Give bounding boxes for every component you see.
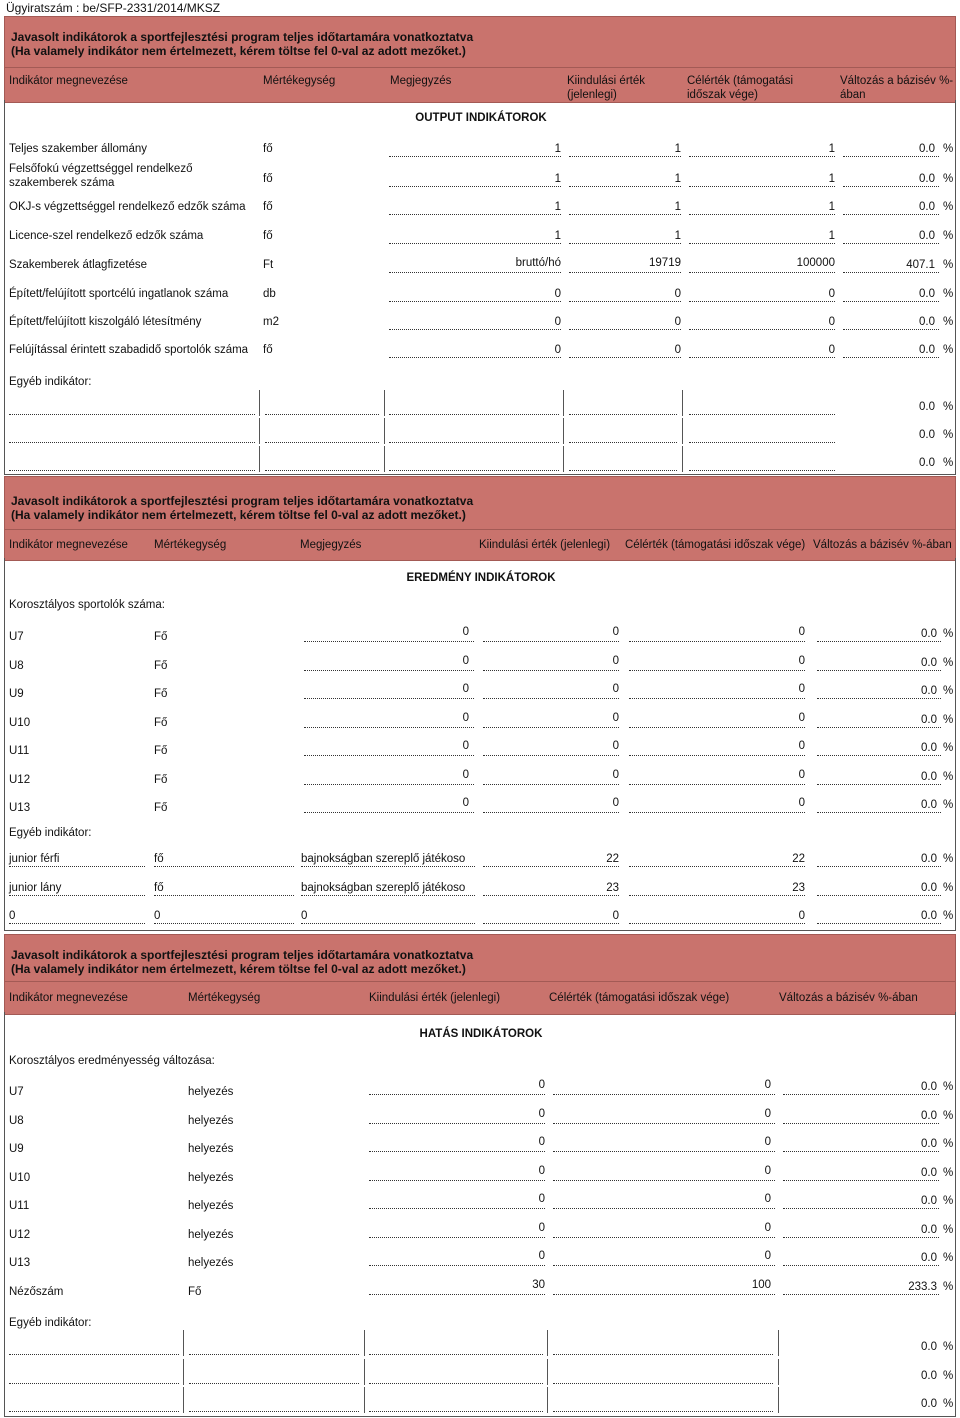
change-value: 0.0 [921,1223,937,1236]
start-field [569,400,677,415]
change-value: 0.0 [919,288,935,300]
banner-line-1: Javasolt indikátorok a sportfejlesztési program teljes időtartamára vonatkoztatva [11,494,474,508]
target-value: 1 [674,143,681,155]
table-row [5,163,955,196]
value-c: 0 [798,740,805,752]
target-value: 0 [674,344,681,356]
other-indicator-label: Egyéb indikátor: [9,376,92,388]
unit-value: fő [263,344,273,356]
note-value: bajnokságban szereplő játékoso [301,853,466,865]
value-c: 0 [798,683,805,695]
percent-sign: % [943,1195,954,1207]
percent-sign: % [943,230,954,242]
name-field [9,428,255,443]
start-value: 19719 [649,257,681,269]
group-label: Korosztályos eredményesség változása: [9,1055,215,1067]
unit-value: helyezés [188,1171,234,1184]
unit-value: Fő [154,659,168,672]
indicator-name: Épített/felújított kiszolgáló létesítmény [9,316,202,328]
other-indicator-label: Egyéb indikátor: [9,827,92,839]
percent-sign: % [943,1223,954,1236]
indicator-name: 0 [9,910,16,922]
percent-sign: % [943,344,954,356]
unit-value: helyezés [188,1200,234,1212]
indicator-name: U13 [9,1257,31,1269]
percent-sign: % [943,457,954,469]
col-unit-header: Mértékegység [154,539,227,551]
col-change-header: Változás a bázisév %-ában [779,992,918,1004]
unit-value: 0 [154,910,161,922]
target-value: 0 [764,1193,771,1205]
percent-sign: % [943,429,954,441]
target-field [553,1340,773,1355]
start-value: 0 [554,316,561,328]
unit-field [154,881,294,896]
target-value: 0 [764,1221,771,1234]
unit-field [154,852,294,867]
col-name-header: Indikátor megnevezése [9,75,128,87]
percent-sign: % [943,288,954,300]
section-title: EREDMÉNY INDIKÁTOROK [406,572,556,584]
indicator-name: Felsőfokú végzettséggel rendelkező szakemberek száma [9,163,193,189]
unit-field [154,909,294,924]
target-value: 0 [764,1107,771,1120]
base-value: 1 [828,143,835,155]
percent-sign: % [943,1138,954,1150]
unit-field [265,400,379,415]
change-value: 0.0 [919,344,935,356]
col-target-header: Célérték (támogatási időszak vége) [625,539,806,551]
table-row [5,1080,955,1108]
change-value: 0.0 [919,401,935,413]
banner-line-2: (Ha valamely indikátor nem értelmezett, kérem töltse fel 0-val az adott mezőket.) [11,962,466,976]
value-b: 0 [612,711,619,724]
note-value: bajnokságban szereplő játékoso [301,881,466,894]
start-value: 0 [554,288,561,300]
value-c: 0 [798,768,805,781]
col-change-header: Változás a bázisév %-ában [813,539,952,551]
target-field [689,400,835,415]
case-number: Ügyiratszám : be/SFP-2331/2014/MKSZ [6,1,221,15]
value-c: 0 [798,626,805,638]
col-start-header: Kiindulási érték (jelenlegi) [479,539,611,551]
indicator-name: U10 [9,1171,31,1184]
indicator-name: U8 [9,1114,24,1127]
indicator-name: U11 [9,745,30,757]
unit-value: fő [154,853,164,865]
percent-sign: % [943,143,954,155]
unit-field [265,428,379,443]
change-value: 0.0 [921,881,937,894]
table-row [5,1251,955,1279]
unit-value: Ft [263,259,274,271]
start-value: 0 [538,1107,545,1120]
column-header-row [4,68,956,103]
table-row [5,1137,955,1165]
name-field [9,1369,179,1384]
change-value: 0.0 [919,201,935,213]
target-value: 0 [764,1250,771,1262]
percent-sign: % [943,799,954,811]
target-value: 23 [792,881,805,894]
unit-value: Fő [154,802,168,814]
target-value: 0 [674,316,681,328]
indicator-name: U7 [9,631,24,643]
col-name-header: Indikátor megnevezése [9,539,128,551]
value-a: 0 [462,740,469,752]
percent-sign: % [943,1280,954,1293]
note-field [301,909,475,924]
name-field [9,909,145,924]
value-b: 0 [612,654,619,667]
percent-sign: % [943,881,954,894]
note-value: 0 [301,910,308,922]
change-value: 0.0 [921,910,937,922]
percent-sign: % [943,628,954,640]
start-value: 1 [554,173,561,185]
indicator-name: OKJ-s végzettséggel rendelkező edzők száma [9,201,246,213]
unit-value: helyezés [188,1143,234,1155]
table-row [5,656,955,684]
change-value: 0.0 [921,628,937,640]
target-field [689,456,835,471]
target-value: 100 [751,1278,771,1291]
change-value: 0.0 [921,656,937,669]
table-row [5,446,955,474]
start-value: 1 [554,143,561,155]
unit-value: helyezés [188,1228,234,1241]
table-row [5,200,955,228]
col-unit-header: Mértékegység [188,992,261,1004]
group-label: Korosztályos sportolók száma: [9,599,165,611]
table-row [5,343,955,371]
unit-value: fő [154,881,164,894]
unit-value: Fő [154,773,168,786]
table-row [5,852,955,880]
change-value: 0.0 [921,1252,937,1264]
start-value: 0 [554,344,561,356]
unit-value: helyezés [188,1114,234,1127]
table-row [5,418,955,446]
start-value: 1 [554,230,561,242]
change-value: 0.0 [921,713,937,726]
name-field [9,456,255,471]
base-value: 1 [828,173,835,185]
value-b: 0 [612,740,619,752]
change-value: 0.0 [921,770,937,783]
col-note-header: Megjegyzés [390,75,452,87]
change-value: 0.0 [921,685,937,697]
output-table [4,100,956,475]
target-field [689,428,835,443]
output-section [4,16,956,469]
target-field [553,1369,773,1384]
change-value: 0.0 [921,742,937,754]
unit-value: fő [263,173,273,185]
table-row [5,1223,955,1251]
indicator-name: U12 [9,773,31,786]
start-field [369,1397,543,1412]
note-field [389,428,559,443]
percent-sign: % [943,1341,954,1353]
percent-sign: % [943,1081,954,1093]
col-start-header: Kiindulási érték (jelenlegi) [567,75,645,101]
other-indicator-label: Egyéb indikátor: [9,1317,92,1329]
change-value: 0.0 [921,1195,937,1207]
indicator-name: Nézőszám [9,1285,64,1298]
result-section [4,476,956,922]
value-b: 0 [612,768,619,781]
percent-sign: % [943,770,954,783]
value-a: 0 [462,683,469,695]
col-start-header: Kiindulási érték (jelenlegi) [369,992,501,1004]
target-value: 0 [674,288,681,300]
target-value: 1 [674,201,681,213]
table-row [5,1194,955,1222]
percent-sign: % [943,1398,954,1410]
indicator-name: Teljes szakember állomány [9,143,148,155]
impact-section [4,934,956,1410]
col-target-header: Célérték (támogatási időszak vége) [549,992,730,1004]
table-row [5,287,955,315]
unit-value: fő [263,143,273,155]
name-field [9,1397,179,1412]
unit-value: Fő [154,688,168,700]
start-value: 0 [612,910,619,922]
value-c: 0 [798,797,805,809]
indicator-name: junior lány [9,881,62,894]
indicator-name: U7 [9,1086,24,1098]
unit-field [189,1340,359,1355]
target-value: 1 [674,173,681,185]
unit-value: fő [263,201,273,213]
change-value: 0.0 [921,853,937,865]
start-field [569,456,677,471]
banner-line-2: (Ha valamely indikátor nem értelmezett, kérem töltse fel 0-val az adott mezőket.) [11,44,466,58]
table-row [5,741,955,769]
note-value: bruttó/hó [515,257,561,269]
change-value: 0.0 [919,230,935,242]
percent-sign: % [943,656,954,669]
start-value: 30 [532,1278,545,1291]
change-value: 0.0 [921,1166,937,1179]
note-field [389,400,559,415]
target-value: 0 [764,1164,771,1177]
value-a: 0 [462,711,469,724]
table-row [5,229,955,257]
percent-sign: % [943,259,954,271]
unit-value: Fő [188,1285,202,1298]
column-header-row [4,982,956,1015]
table-row [5,798,955,826]
change-value: 0.0 [921,1398,937,1410]
unit-value: db [263,288,276,300]
section-banner [4,476,956,530]
table-row [5,390,955,418]
indicator-name: U13 [9,802,31,814]
section-banner [4,16,956,68]
target-value: 0 [798,910,805,922]
start-field [369,1369,543,1384]
table-row [5,1387,955,1415]
name-field [9,1340,179,1355]
change-value: 0.0 [921,799,937,811]
change-value: 233.3 [908,1280,937,1293]
indicator-name: Épített/felújított sportcélú ingatlanok száma [9,288,229,300]
change-value: 0.0 [921,1138,937,1150]
change-value: 0.0 [921,1369,937,1382]
base-value: 0 [828,316,835,328]
start-value: 1 [554,201,561,213]
base-value: 0 [828,344,835,356]
col-note-header: Megjegyzés [300,539,362,551]
percent-sign: % [943,853,954,865]
change-value: 0.0 [921,1081,937,1093]
section-title: HATÁS INDIKÁTOROK [419,1028,543,1040]
change-value: 0.0 [919,457,935,469]
change-value: 0.0 [919,316,935,328]
indicator-name: U9 [9,688,24,700]
percent-sign: % [943,910,954,922]
indicator-name: junior férfi [9,853,60,865]
change-value: 0.0 [919,173,935,185]
section-banner [4,934,956,982]
start-value: 0 [538,1221,545,1234]
indicator-name: U11 [9,1200,30,1212]
start-value: 0 [538,1136,545,1148]
start-value: 22 [606,853,619,865]
table-row [5,684,955,712]
indicator-name: Szakemberek átlagfizetése [9,259,148,271]
table-row [5,1280,955,1308]
indicator-name: U8 [9,659,24,672]
column-header-row [4,530,956,561]
indicator-name: Felújítással érintett szabadidő sportolók száma [9,344,249,356]
target-field [553,1397,773,1412]
percent-sign: % [943,685,954,697]
unit-value: helyezés [188,1257,234,1269]
unit-field [265,456,379,471]
table-row [5,1166,955,1194]
change-value: 0.0 [919,429,935,441]
value-a: 0 [462,797,469,809]
section-title: OUTPUT INDIKÁTOROK [415,112,547,124]
indicator-name: U12 [9,1228,31,1241]
percent-sign: % [943,1109,954,1122]
percent-sign: % [943,316,954,328]
name-field [9,400,255,415]
start-field [369,1340,543,1355]
target-value: 22 [792,853,805,865]
value-c: 0 [798,654,805,667]
table-row [5,770,955,798]
table-row [5,1109,955,1137]
change-value: 407.1 [906,259,935,271]
result-table [4,558,956,931]
percent-sign: % [943,173,954,185]
table-row [5,909,955,937]
value-b: 0 [612,683,619,695]
target-value: 100000 [796,257,835,269]
value-c: 0 [798,711,805,724]
col-unit-header: Mértékegység [263,75,336,87]
col-name-header: Indikátor megnevezése [9,992,128,1004]
percent-sign: % [943,1252,954,1264]
base-value: 0 [828,288,835,300]
change-value: 0.0 [919,143,935,155]
banner-line-2: (Ha valamely indikátor nem értelmezett, kérem töltse fel 0-val az adott mezőket.) [11,508,466,522]
value-b: 0 [612,626,619,638]
percent-sign: % [943,1369,954,1382]
col-target-header: Célérték (támogatási időszak vége) [687,75,794,101]
indicator-name: U9 [9,1143,24,1155]
start-field [569,428,677,443]
change-value: 0.0 [921,1341,937,1353]
start-value: 23 [606,881,619,894]
percent-sign: % [943,201,954,213]
indicator-name: Licence-szel rendelkező edzők száma [9,230,204,242]
unit-value: fő [263,230,273,242]
start-value: 0 [538,1193,545,1205]
base-value: 1 [828,230,835,242]
table-row [5,315,955,343]
note-field [389,456,559,471]
banner-line-1: Javasolt indikátorok a sportfejlesztési program teljes időtartamára vonatkoztatva [11,948,474,962]
value-a: 0 [462,654,469,667]
base-value: 1 [828,201,835,213]
percent-sign: % [943,742,954,754]
col-change-header: Változás a bázisév %-ában [840,75,954,101]
target-value: 0 [764,1136,771,1148]
table-row [5,1330,955,1358]
percent-sign: % [943,713,954,726]
table-row [5,1359,955,1387]
percent-sign: % [943,401,954,413]
banner-line-1: Javasolt indikátorok a sportfejlesztési program teljes időtartamára vonatkoztatva [11,30,474,44]
start-value: 0 [538,1079,545,1091]
table-row [5,627,955,655]
value-a: 0 [462,626,469,638]
change-value: 0.0 [921,1109,937,1122]
indicator-name: U10 [9,716,31,729]
value-a: 0 [462,768,469,781]
unit-field [189,1369,359,1384]
unit-value: helyezés [188,1086,234,1098]
unit-field [189,1397,359,1412]
value-b: 0 [612,797,619,809]
impact-table [4,1012,956,1417]
percent-sign: % [943,1166,954,1179]
start-value: 0 [538,1164,545,1177]
target-value: 1 [674,230,681,242]
table-row [5,713,955,741]
unit-value: Fő [154,745,168,757]
unit-value: m2 [263,316,279,328]
unit-value: Fő [154,716,168,729]
table-row [5,258,955,286]
unit-value: Fő [154,631,168,643]
target-value: 0 [764,1079,771,1091]
start-value: 0 [538,1250,545,1262]
table-row [5,881,955,909]
